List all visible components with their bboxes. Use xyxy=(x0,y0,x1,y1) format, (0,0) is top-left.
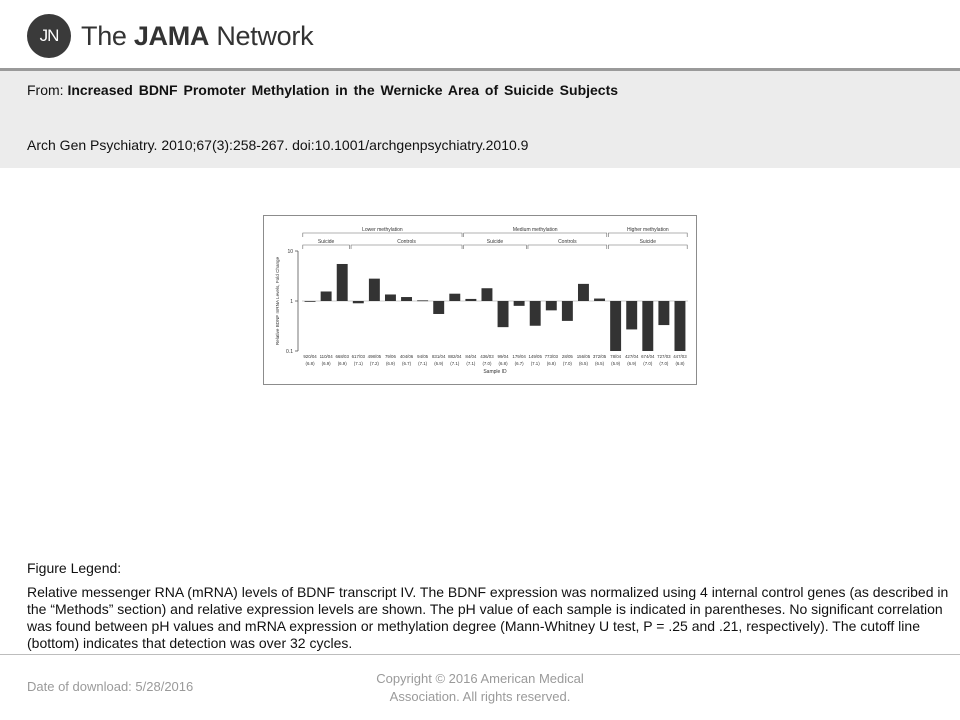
x-tick-label: 920/04 xyxy=(303,354,317,359)
ph-label: (7.0) xyxy=(659,361,669,366)
y-tick-label: 1 xyxy=(290,299,293,305)
x-tick-label: 372/05 xyxy=(592,354,607,359)
x-tick-label: 674/04 xyxy=(641,354,655,359)
methylation-group-bracket xyxy=(303,233,462,237)
brand-name xyxy=(81,21,313,52)
ph-label: (6.9) xyxy=(627,361,637,366)
bar-94/05 xyxy=(417,300,428,301)
x-tick-label: 436/03 xyxy=(480,354,494,359)
methylation-group-label: Medium methylation xyxy=(512,227,558,233)
y-axis-title: Relative BDNF mRNA Levels, Fold Change xyxy=(275,256,280,346)
download-date: Date of download: 5/28/2016 xyxy=(27,679,194,694)
bar-447/03 xyxy=(674,301,685,351)
bar-179/04 xyxy=(514,301,525,306)
subject-group-label: Suicide xyxy=(486,239,504,245)
x-tick-label: 773/03 xyxy=(544,354,559,359)
bar-149/05 xyxy=(530,301,541,326)
article-source-line xyxy=(27,82,618,98)
article-citation[interactable]: Arch Gen Psychiatry. 2010;67(3):258-267. doi:10.1001/archgenpsychiatry.2010.9 xyxy=(27,137,529,153)
bar-727/03 xyxy=(658,301,669,325)
x-tick-label: 447/03 xyxy=(673,354,687,359)
subject-group-bracket xyxy=(528,245,607,249)
from-label: From: xyxy=(27,82,64,98)
ph-label: (6.9) xyxy=(337,361,347,366)
x-tick-label: 78/04 xyxy=(610,354,622,359)
bdnf-bar-chart xyxy=(264,216,696,384)
methylation-group-label: Higher methylation xyxy=(626,227,669,233)
x-tick-label: 84/04 xyxy=(465,354,477,359)
bar-110/04 xyxy=(321,291,332,301)
bar-617/03 xyxy=(353,301,364,303)
subject-group-label: Suicide xyxy=(639,239,656,245)
ph-label: (7.0) xyxy=(643,361,653,366)
subject-group-bracket xyxy=(464,245,527,249)
subject-group-label: Controls xyxy=(397,239,416,245)
methylation-group-label: Lower methylation xyxy=(362,227,403,233)
x-tick-label: 156/05 xyxy=(576,354,591,359)
article-title[interactable]: Increased BDNF Promoter Methylation in the Wernicke Area of Suicide Subjects xyxy=(67,82,619,98)
ph-label: (7.2) xyxy=(369,361,379,366)
bar-882/04 xyxy=(449,294,460,301)
ph-label: (5.9) xyxy=(611,361,621,366)
subject-group-bracket xyxy=(608,245,687,249)
x-tick-label: 617/03 xyxy=(351,354,366,359)
ph-label: (7.1) xyxy=(450,361,460,366)
x-tick-label: 149/05 xyxy=(528,354,542,359)
bar-498/05 xyxy=(369,279,380,301)
bar-372/05 xyxy=(594,299,605,301)
x-tick-label: 94/05 xyxy=(417,354,429,359)
ph-label: (7.1) xyxy=(353,361,363,366)
brand-suffix: Network xyxy=(209,20,314,51)
x-tick-label: 79/06 xyxy=(384,354,396,359)
x-tick-label: 727/03 xyxy=(657,354,671,359)
bar-99/04 xyxy=(498,301,509,327)
x-tick-label: 110/04 xyxy=(319,354,333,359)
bar-674/04 xyxy=(642,301,653,351)
jama-network-logo[interactable] xyxy=(27,13,313,59)
ph-label: (6.5) xyxy=(595,361,605,366)
x-tick-label: 404/06 xyxy=(399,354,414,359)
bar-156/05 xyxy=(578,284,589,301)
bar-79/06 xyxy=(385,294,396,301)
copyright-notice xyxy=(340,670,620,706)
copyright-line-1: Copyright © 2016 American Medical xyxy=(376,671,584,686)
brand-bold: JAMA xyxy=(133,20,210,51)
ph-label: (7.1) xyxy=(418,361,428,366)
x-axis-title: Sample ID xyxy=(483,369,507,375)
ph-label: (6.8) xyxy=(305,361,315,366)
x-tick-label: 668/03 xyxy=(335,354,349,359)
bar-436/03 xyxy=(481,288,492,301)
ph-label: (6.7) xyxy=(514,361,524,366)
bar-28/05 xyxy=(562,301,573,321)
subject-group-bracket xyxy=(303,245,350,249)
bar-831/04 xyxy=(433,301,444,314)
ph-label: (6.9) xyxy=(434,361,444,366)
ph-label: (6.9) xyxy=(321,361,331,366)
brand-prefix: The xyxy=(81,20,134,51)
y-tick-label: 10 xyxy=(287,249,293,255)
methylation-group-bracket xyxy=(608,233,687,237)
jn-logo-mark: JN xyxy=(27,14,71,58)
bar-427/04 xyxy=(626,301,637,329)
ph-label: (6.5) xyxy=(578,361,588,366)
bar-773/03 xyxy=(546,301,557,310)
ph-label: (6.9) xyxy=(385,361,395,366)
ph-label: (6.8) xyxy=(675,361,685,366)
x-tick-label: 179/04 xyxy=(512,354,526,359)
bar-78/04 xyxy=(610,301,621,351)
ph-label: (7.0) xyxy=(482,361,492,366)
x-tick-label: 427/04 xyxy=(624,354,639,359)
figure-legend-title: Figure Legend: xyxy=(27,560,122,576)
bar-920/04 xyxy=(305,301,316,302)
ph-label: (6.7) xyxy=(402,361,412,366)
ph-label: (7.0) xyxy=(562,361,572,366)
ph-label: (6.8) xyxy=(498,361,508,366)
y-tick-label: 0.1 xyxy=(286,349,293,355)
x-tick-label: 99/04 xyxy=(497,354,509,359)
subject-group-label: Controls xyxy=(558,239,577,245)
bar-84/04 xyxy=(465,299,476,301)
subject-group-bracket xyxy=(351,245,462,249)
subject-group-label: Suicide xyxy=(317,239,335,245)
x-tick-label: 882/04 xyxy=(448,354,462,359)
x-tick-label: 28/05 xyxy=(561,354,573,359)
figure-panel xyxy=(263,215,697,385)
ph-label: (7.1) xyxy=(530,361,540,366)
bar-404/06 xyxy=(401,297,412,301)
ph-label: (7.1) xyxy=(466,361,476,366)
methylation-group-bracket xyxy=(464,233,607,237)
footer-divider xyxy=(0,654,960,655)
x-tick-label: 498/05 xyxy=(367,354,382,359)
ph-label: (6.8) xyxy=(546,361,556,366)
copyright-line-2: Association. All rights reserved. xyxy=(389,689,571,704)
figure-legend-text: Relative messenger RNA (mRNA) levels of BDNF transcript IV. The BDNF expression was normalized using 4 internal control genes (as described in the “Methods” section) and relative expression levels are shown. The pH value of each sample is indicated in parentheses. No significant correlation was found between pH values and mRNA expression or methylation degree (Mann-Whitney U test, P = .25 and .21, respectively). The cutoff line (bottom) indicates that detection was over 32 cycles. xyxy=(27,584,949,651)
x-tick-label: 831/04 xyxy=(431,354,446,359)
bar-668/03 xyxy=(337,264,348,301)
